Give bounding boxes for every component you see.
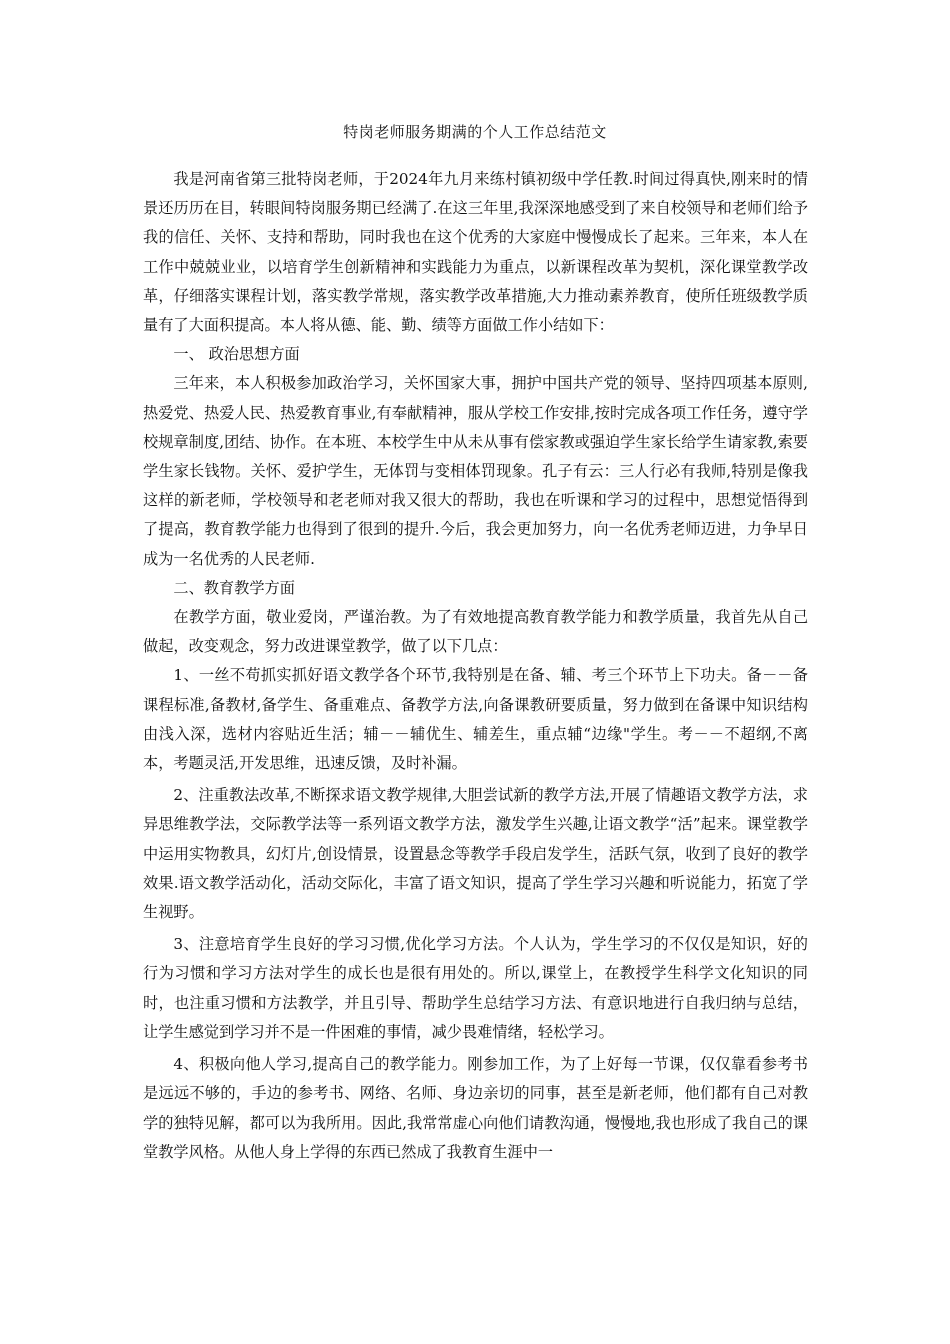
politics-paragraph: 三年来，本人积极参加政治学习，关怀国家大事，拥护中国共产党的领导、坚持四项基本原则,热爱党、热爱人民、热爱教育事业,有奉献精神，服从学校工作安排,按时完成各项工作任务，遵守学校规章制度,团结、协作。在本班、本校学生中从未从事有偿家教或强迫学生家长给学生请家教,索要学生家长钱物。关怀、爱护学生，无体罚与变相体罚现象。孔子有云：三人行必有我师,特别是像我这样的新老师，学校领导和老老师对我又很大的帮助，我也在听课和学习的过程中，思想觉悟得到了提高，教育教学能力也得到了很到的提升.今后，我会更加努力，向一名优秀老师迈进，力争早日成为一名优秀的人民老师. [143,374,808,568]
section-heading-politics: 一、 政治思想方面 [173,345,300,364]
document-body [143,165,808,1167]
teaching-point-4: 4、积极向他人学习,提高自己的教学能力。刚参加工作，为了上好每一节课，仅仅靠看参考书是远远不够的，手边的参考书、网络、名师、身边亲切的同事，甚至是新老师，他们都有自己对教学的独特见解，都可以为我所用。因此,我常常虚心向他们请教沟通，慢慢地,我也形成了我自己的课堂教学风格。从他人身上学得的东西已然成了我教育生涯中一 [143,1055,808,1161]
document-title: 特岗老师服务期满的个人工作总结范文 [343,123,607,141]
section-heading-teaching: 二、教育教学方面 [173,578,295,597]
teaching-intro-paragraph: 在教学方面，敬业爱岗，严谨治教。为了有效地提高教育教学能力和教学质量，我首先从自己做起，改变观念，努力改进课堂教学，做了以下几点： [143,608,808,656]
teaching-point-2: 2、注重教法改革,不断探求语文教学规律,大胆尝试新的教学方法,开展了情趣语文教学方法，求异思维教学法，交际教学法等一系列语文教学方法，激发学生兴趣,让语文教学“活”起来。课堂教学中运用实物教具，幻灯片,创设情景，设置悬念等教学手段启发学生，活跃气氛，收到了良好的教学效果.语文教学活动化，活动交际化，丰富了语文知识，提高了学生学习兴趣和听说能力，拓宽了学生视野。 [143,786,808,922]
teaching-point-3: 3、注意培育学生良好的学习习惯,优化学习方法。个人认为，学生学习的不仅仅是知识，好的行为习惯和学习方法对学生的成长也是很有用处的。所以,课堂上，在教授学生科学文化知识的同时，也注重习惯和方法教学，并且引导、帮助学生总结学习方法、有意识地进行自我归纳与总结，让学生感觉到学习并不是一件困难的事情，减少畏难情绪，轻松学习。 [143,935,808,1041]
intro-paragraph: 我是河南省第三批特岗老师，于2024年九月来练村镇初级中学任教.时间过得真快,刚来时的情景还历历在目，转眼间特岗服务期已经满了.在这三年里,我深深地感受到了来自校领导和老师们给予我的信任、关怀、支持和帮助，同时我也在这个优秀的大家庭中慢慢成长了起来。三年来，本人在工作中兢兢业业，以培育学生创新精神和实践能力为重点，以新课程改革为契机，深化课堂教学改革，仔细落实课程计划，落实教学常规，落实教学改革措施,大力推动素养教育，使所任班级教学质量有了大面积提高。本人将从德、能、勤、绩等方面做工作小结如下： [143,170,808,335]
teaching-point-1: 1、一丝不苟抓实抓好语文教学各个环节,我特别是在备、辅、考三个环节上下功夫。备－－备课程标准,备教材,备学生、备重难点、备教学方法,向备课教研要质量，努力做到在备课中知识结构由浅入深，选材内容贴近生活；辅－－辅优生、辅差生，重点辅“边缘"学生。考－－不超纲,不离本，考题灵活,开发思维，迅速反馈，及时补漏。 [143,666,808,773]
